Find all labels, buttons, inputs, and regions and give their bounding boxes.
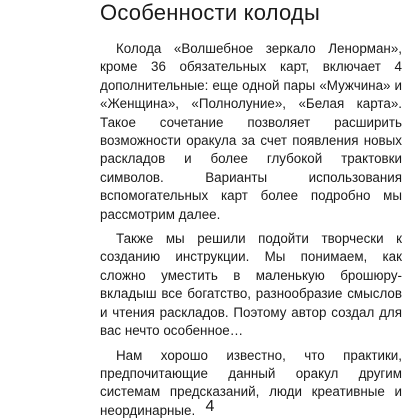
page-title: Особенности колоды bbox=[100, 0, 320, 25]
page-body bbox=[100, 40, 402, 420]
paragraph-deck-description: Колода «Волшебное зеркало Ленорман», кроме 36 обязательных карт, включает 4 дополнительные: еще одной пары «Мужчина» и «Женщина», «Полнолуние», «Белая карта». Такое сочетание позволяет расширить возможности оракула за счет появления новых раскладов и более глубокой трактовки символов. Варианты использования вспомогательных карт более подробно мы рассмотрим далее. bbox=[100, 41, 402, 222]
page-number: 4 bbox=[205, 398, 215, 415]
paragraph-practitioners: Нам хорошо известно, что практики, предпочитающие данный оракул другим системам предсказаний, люди креативные и неординарные. bbox=[100, 347, 402, 418]
paragraph-instruction-approach: Также мы решили подойти творчески к созданию инструкции. Мы понимаем, как сложно уместить в маленькую брошюру-вкладыш все богатство, разнообразие смыслов и чтения раскладов. Поэтому автор создал для вас нечто особенное… bbox=[100, 231, 402, 339]
